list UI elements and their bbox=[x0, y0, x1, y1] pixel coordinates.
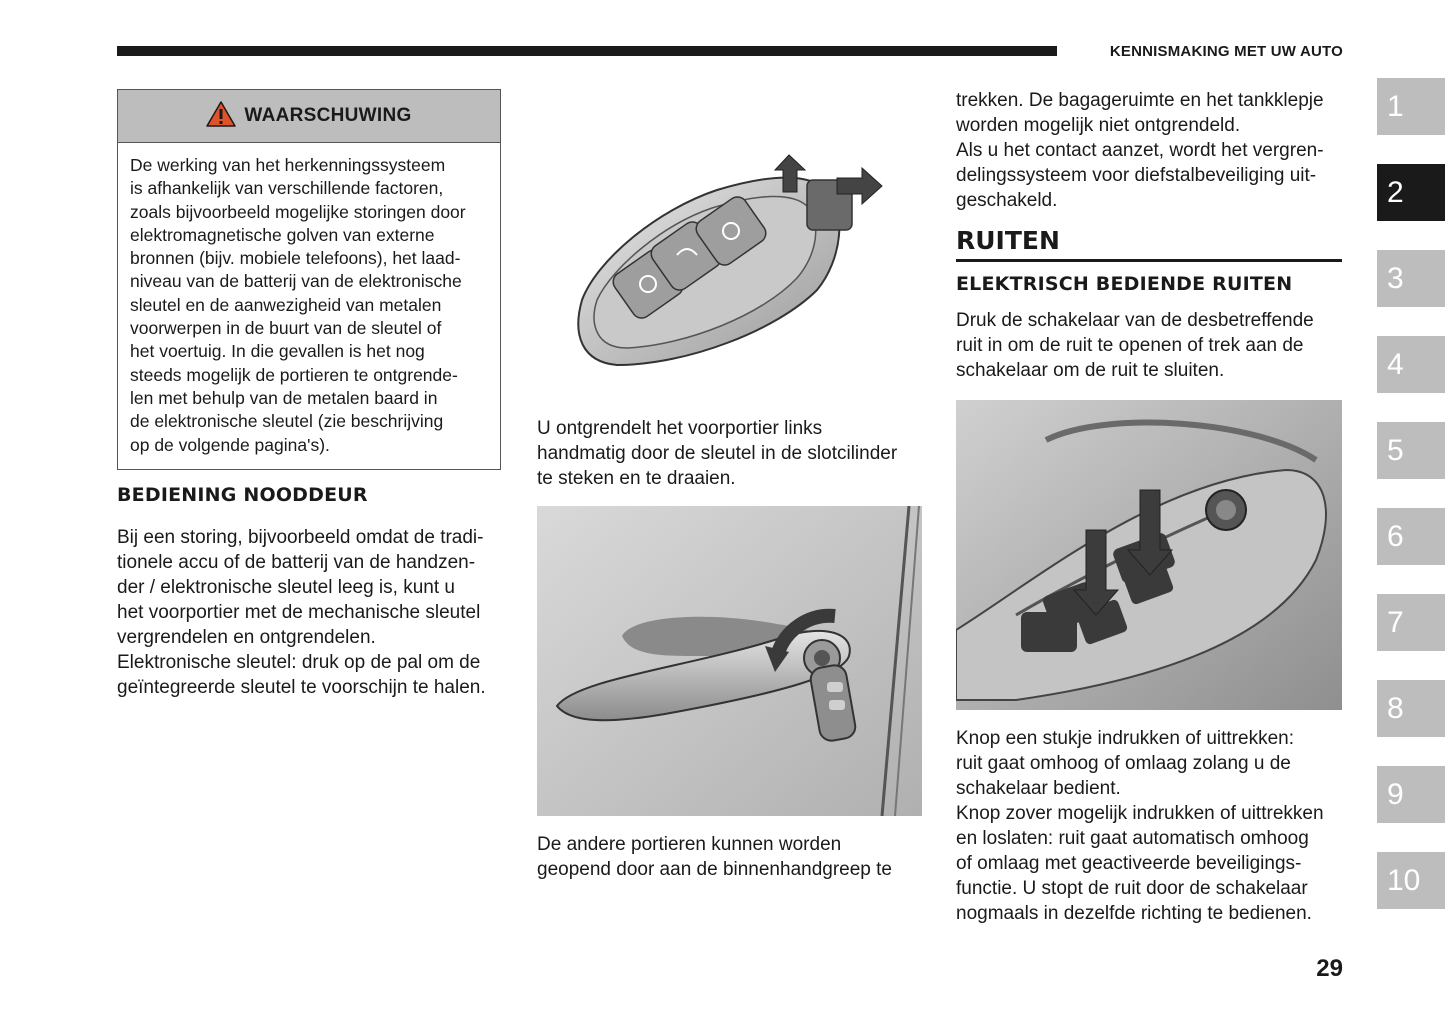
chapter-tab-2[interactable]: 2 bbox=[1377, 164, 1445, 221]
header-rule bbox=[117, 46, 1057, 56]
electronic-key-illustration bbox=[537, 150, 922, 390]
chapter-tab-5[interactable]: 5 bbox=[1377, 422, 1445, 479]
warning-box bbox=[117, 89, 501, 470]
warning-triangle-icon bbox=[206, 101, 236, 132]
manual-unlock-text: U ontgrendelt het voorportier links handmatig door de sleutel in de slotcilinder te steken en te draaien. bbox=[537, 418, 898, 489]
chapter-tab-8[interactable]: 8 bbox=[1377, 680, 1445, 737]
section-rule bbox=[956, 259, 1342, 262]
chapter-tab-4[interactable]: 4 bbox=[1377, 336, 1445, 393]
emergency-door-text: Bij een storing, bijvoorbeeld omdat de tradi- tionele accu of de batterij van de handzen- der / elektronische sleutel leeg is, kunt u het voorportier met de mechanische sleutel vergrendelen en ontgrendelen. Elektronische sleutel: druk op de pal om de geïntegreerde sleutel te voorschijn te halen. bbox=[117, 527, 486, 698]
section-heading-windows: RUITEN bbox=[956, 226, 1060, 255]
chapter-tab-6[interactable]: 6 bbox=[1377, 508, 1445, 565]
other-doors-text: De andere portieren kunnen worden geopend door aan de binnenhandgreep te bbox=[537, 834, 892, 880]
section-subheading-emergency-door: BEDIENING NOODDEUR bbox=[117, 484, 368, 506]
section-subheading-electric-windows: ELEKTRISCH BEDIENDE RUITEN bbox=[956, 273, 1293, 295]
chapter-tab-3[interactable]: 3 bbox=[1377, 250, 1445, 307]
chapter-tab-7[interactable]: 7 bbox=[1377, 594, 1445, 651]
window-switch-illustration bbox=[956, 400, 1342, 710]
warning-text: De werking van het herkenningssysteem is afhankelijk van verschillende factoren, zoals bijvoorbeeld mogelijke storingen door elektromagnetische golven van externe bronnen (bijv. mobiele telefoons), het laad- niveau van de batterij van de elektronische sleutel en de aanwezigheid van metalen voorwerpen in de buurt van de sleutel of het voertuig. In die gevallen is het nog steeds mogelijk de portieren te ontgrende- len met behulp van de metalen baard in de elektronische sleutel (zie beschrijving op de volgende pagina's). bbox=[130, 155, 466, 455]
chapter-tab-9[interactable]: 9 bbox=[1377, 766, 1445, 823]
chapter-tab-10[interactable]: 10 bbox=[1377, 852, 1445, 909]
door-lock-illustration bbox=[537, 506, 922, 816]
warning-title: WAARSCHUWING bbox=[244, 105, 412, 126]
chapter-title: KENNISMAKING MET UW AUTO bbox=[1109, 43, 1343, 60]
window-operation-text: Knop een stukje indrukken of uittrekken: ruit gaat omhoog of omlaag zolang u de schakelaar bedient. Knop zover mogelijk indrukken of uittrekken en loslaten: ruit gaat automatisch omhoog of omlaag met geactiveerde beveiligings- functie. U stopt de ruit door de schakelaar nogmaals in dezelfde richting te bedienen. bbox=[956, 728, 1324, 924]
page-number: 29 bbox=[1316, 955, 1343, 982]
window-switch-text: Druk de schakelaar van de desbetreffende ruit in om de ruit te openen of trek aan de schakelaar om de ruit te sluiten. bbox=[956, 310, 1314, 381]
warning-header bbox=[118, 90, 500, 143]
continued-text: trekken. De bagageruimte en het tankklepje worden mogelijk niet ontgrendeld. Als u het contact aanzet, wordt het vergren- delingssysteem voor diefstalbeveiliging uit- geschakeld. bbox=[956, 90, 1324, 211]
chapter-tab-1[interactable]: 1 bbox=[1377, 78, 1445, 135]
